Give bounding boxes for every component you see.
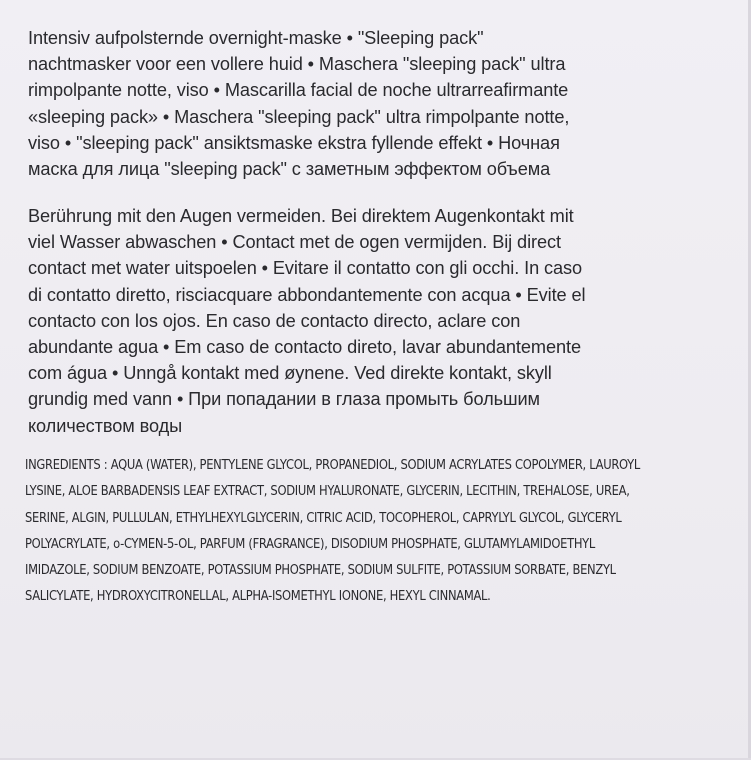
product-description <box>28 25 569 182</box>
warning-line: contact met water uitspoelen • Evitare il contatto con gli occhi. In caso <box>28 258 583 279</box>
description-line: маска для лица "sleeping pack" с заметным эффектом объема <box>28 159 551 180</box>
warning-line: di contatto diretto, risciacquare abbondantemente con acqua • Evite el <box>28 284 586 305</box>
description-line: viso • "sleeping pack" ansiktsmaske ekstra fyllende effekt • Ночная <box>28 132 560 153</box>
safety-warning <box>28 203 585 439</box>
ingredients-line: SERINE, ALGIN, PULLULAN, ETHYLHEXYLGLYCERIN, CITRIC ACID, TOCOPHEROL, CAPRYLYL GLYCOL, GLYCERYL <box>25 510 622 526</box>
description-line: rimpolpante notte, viso • Mascarilla facial de noche ultrarreafirmante <box>28 80 569 101</box>
description-line: nachtmasker voor een vollere huid • Maschera "sleeping pack" ultra <box>28 54 566 75</box>
warning-line: количеством воды <box>28 415 183 436</box>
description-line: «sleeping pack» • Maschera "sleeping pack" ultra rimpolpante notte, <box>28 106 570 127</box>
description-line: Intensiv aufpolsternde overnight-maske • "Sleeping pack" <box>28 28 484 48</box>
warning-line: Berührung mit den Augen vermeiden. Bei direktem Augenkontakt mit <box>28 206 574 226</box>
warning-line: abundante agua • Em caso de contacto direto, lavar abundantemente <box>28 337 581 358</box>
warning-line: com água • Unngå kontakt med øynene. Ved direkte kontakt, skyll <box>28 363 552 384</box>
ingredients-line: LYSINE, ALOE BARBADENSIS LEAF EXTRACT, SODIUM HYALURONATE, GLYCERIN, LECITHIN, TREHALOSE, UREA, <box>25 484 630 500</box>
warning-line: grundig med vann • При попадании в глаза промыть большим <box>28 389 540 410</box>
ingredients-line: IMIDAZOLE, SODIUM BENZOATE, POTASSIUM PHOSPHATE, SODIUM SULFITE, POTASSIUM SORBATE, BENZYL <box>25 563 616 579</box>
ingredients-line: SALICYLATE, HYDROXYCITRONELLAL, ALPHA-ISOMETHYL IONONE, HEXYL CINNAMAL. <box>25 589 491 605</box>
warning-line: viel Wasser abwaschen • Contact met de ogen vermijden. Bij direct <box>28 232 561 253</box>
warning-line: contacto con los ojos. En caso de contacto directo, aclare con <box>28 310 521 331</box>
ingredients-list <box>25 453 740 611</box>
ingredients-line: INGREDIENTS : AQUA (WATER), PENTYLENE GLYCOL, PROPANEDIOL, SODIUM ACRYLATES COPOLYMER, LAUROYL <box>25 458 641 473</box>
ingredients-line: POLYACRYLATE, o-CYMEN-5-OL, PARFUM (FRAGRANCE), DISODIUM PHOSPHATE, GLUTAMYLAMIDOETHYL <box>25 536 596 552</box>
